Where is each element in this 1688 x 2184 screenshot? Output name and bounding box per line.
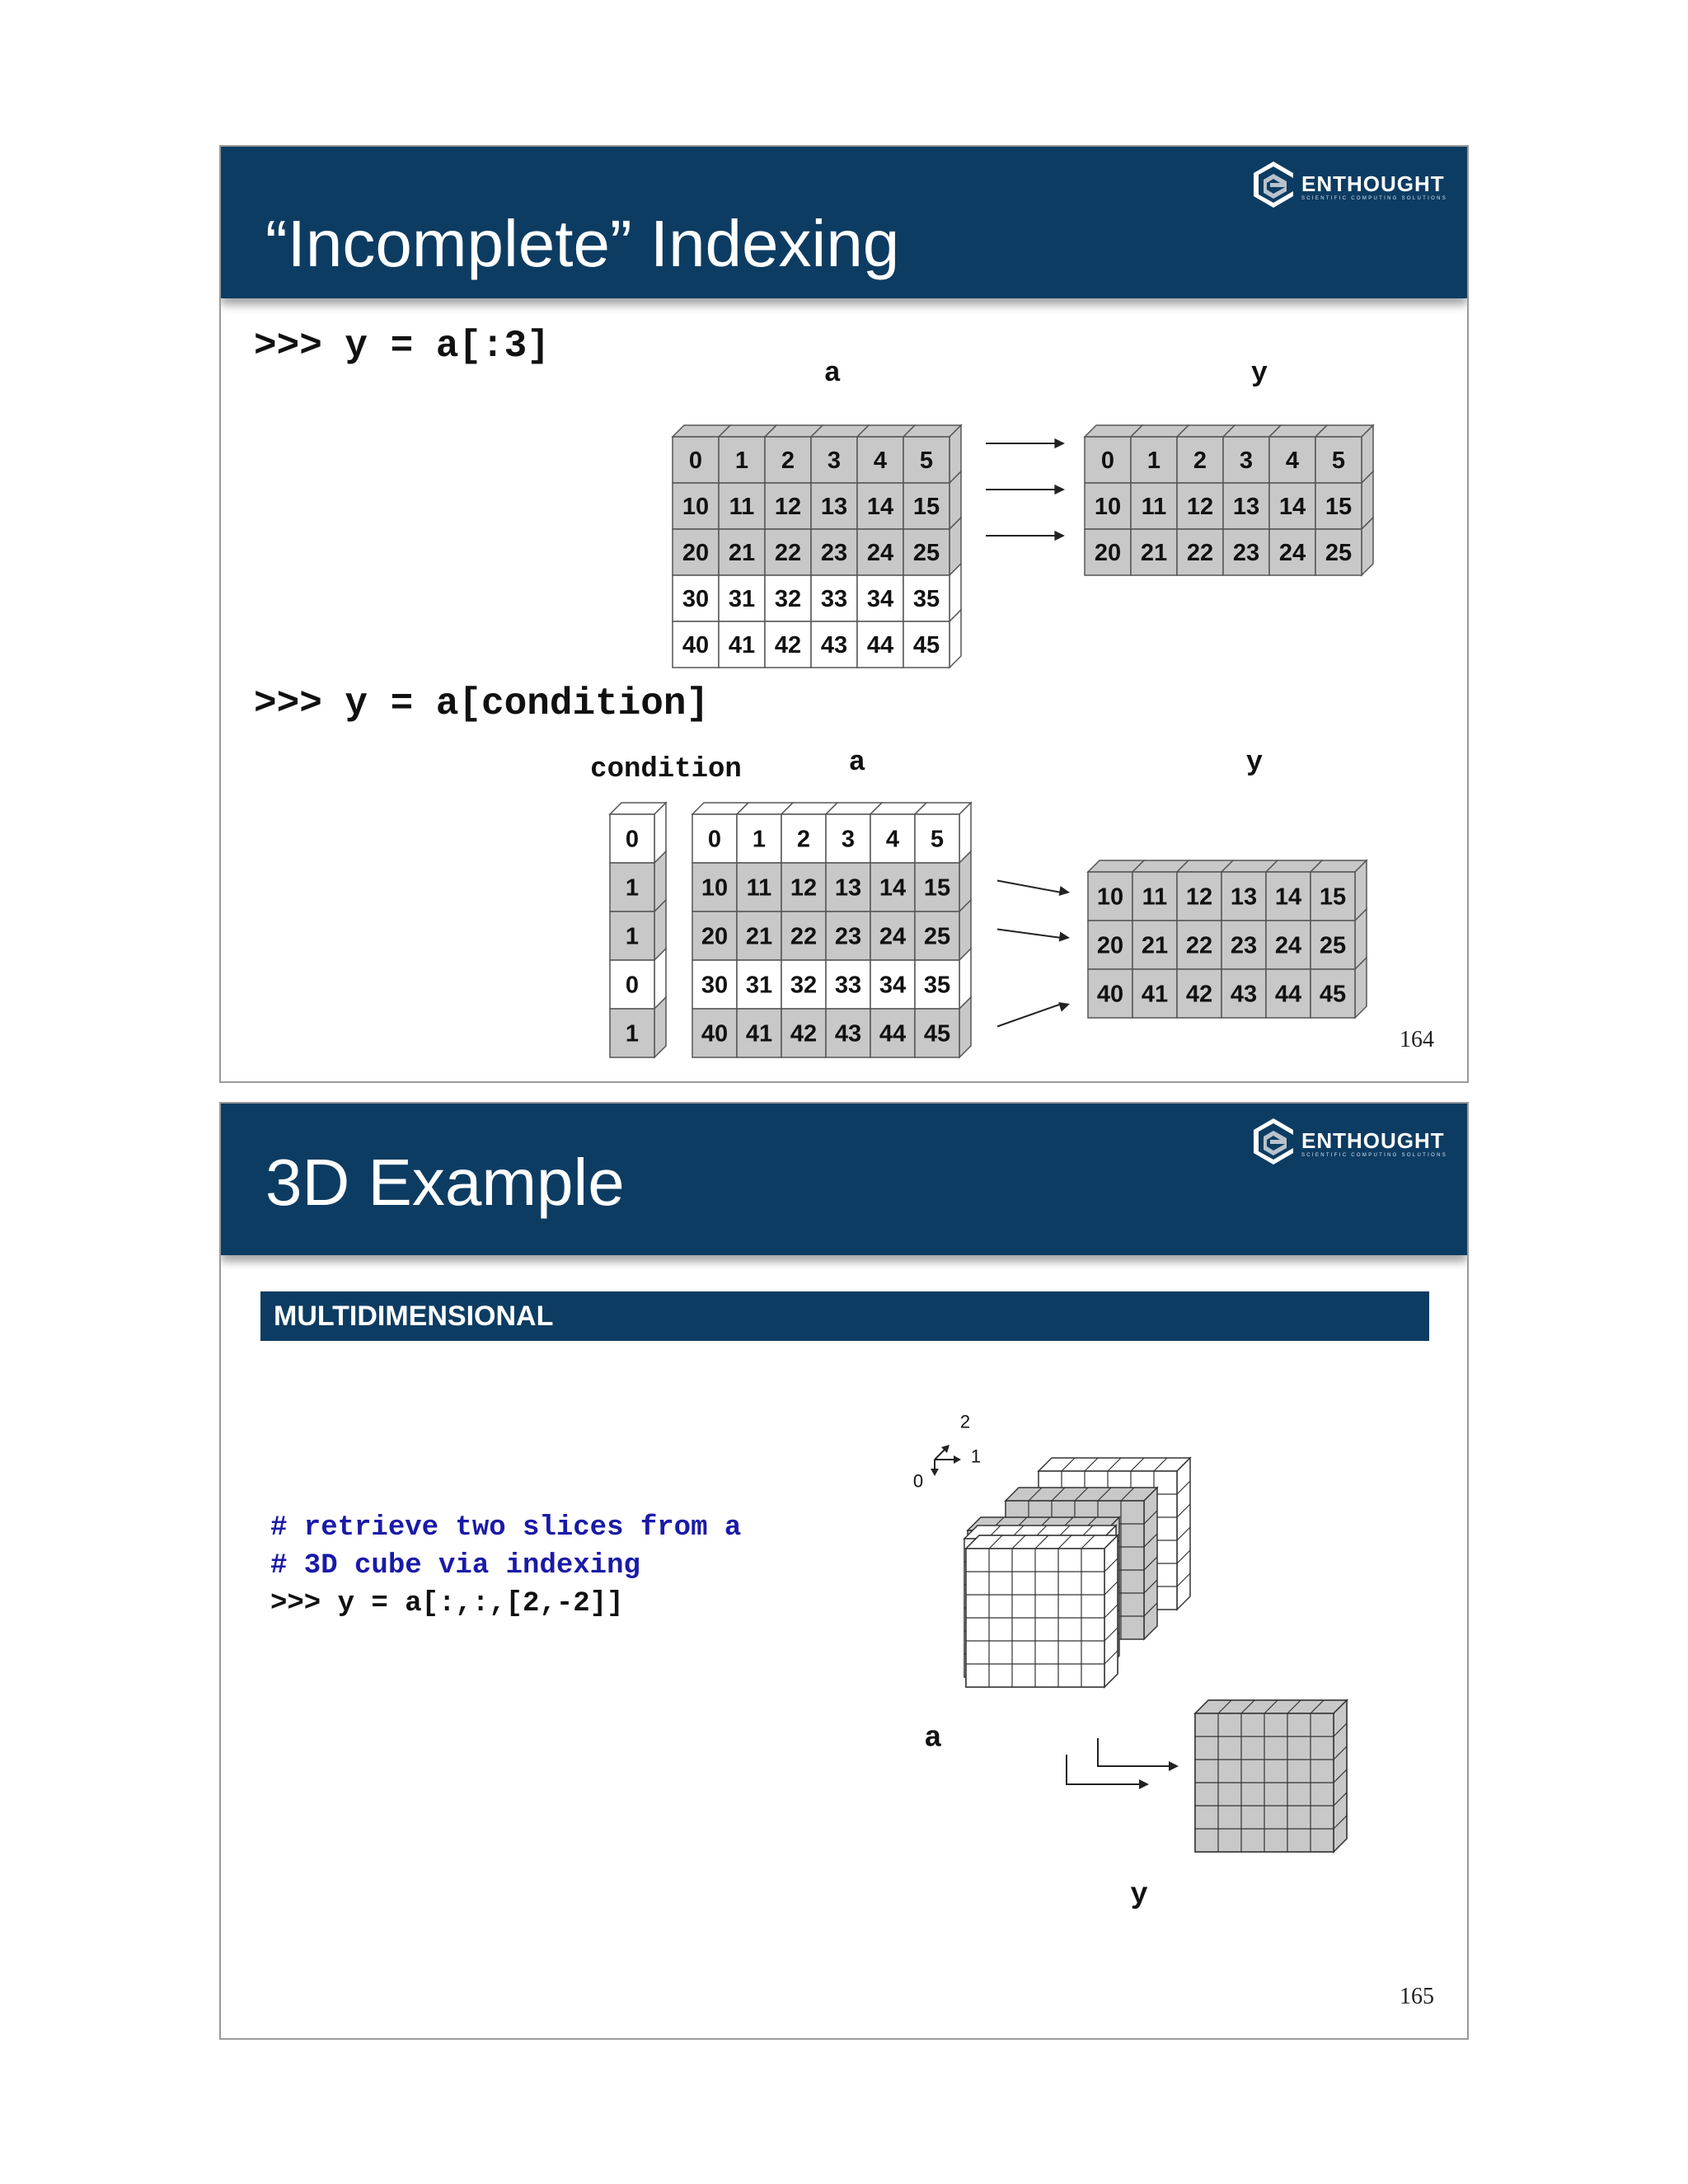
bent-arrow-upper xyxy=(1098,1738,1169,1766)
array-cell-value: 15 xyxy=(912,494,940,520)
array-cell-value: 20 xyxy=(701,923,729,950)
array-cell-value: 45 xyxy=(1319,981,1347,1008)
cube-side-face xyxy=(1355,958,1367,1018)
array-cell-value: 25 xyxy=(923,923,951,950)
array-a-slice-example xyxy=(673,425,961,668)
array-cell-value: 34 xyxy=(879,972,907,999)
axis-label-0: 0 xyxy=(912,1470,924,1492)
page-number: 165 xyxy=(1400,1984,1434,2009)
array-cell-value: 13 xyxy=(1230,883,1258,911)
array-cell-value: 4 xyxy=(1285,448,1300,474)
array-cell-value: 1 xyxy=(625,874,640,902)
array-cell-value: 25 xyxy=(1325,540,1353,566)
result-cube-y-front xyxy=(1195,1700,1347,1852)
array-cell-value: 15 xyxy=(1325,494,1353,520)
array-cell-value: 44 xyxy=(866,632,894,658)
page-title: 3D Example xyxy=(265,1146,625,1219)
array-cell-value: 11 xyxy=(1141,494,1167,520)
arrow-head xyxy=(1054,485,1065,494)
array-cell-value: 10 xyxy=(701,874,729,902)
array-cell-value: 14 xyxy=(1278,494,1306,520)
array-cell-value: 4 xyxy=(885,826,900,853)
array-cell-value: 43 xyxy=(1230,981,1258,1008)
array-cell-value: 24 xyxy=(866,540,894,566)
array-cell-value: 5 xyxy=(1331,448,1346,474)
array-cell-value: 14 xyxy=(1274,883,1302,911)
array-cell-value: 14 xyxy=(866,494,894,520)
logo-tagline: SCIENTIFIC COMPUTING SOLUTIONS xyxy=(1301,196,1448,201)
array-cell-value: 12 xyxy=(774,494,802,520)
section-heading: MULTIDIMENSIONAL xyxy=(260,1291,1429,1341)
array-cell-value: 0 xyxy=(625,826,640,853)
array-cell-value: 11 xyxy=(746,874,772,902)
array-cell-value: 10 xyxy=(1096,883,1124,911)
array-cell-value: 41 xyxy=(728,632,756,658)
array-cell-value: 43 xyxy=(834,1020,862,1047)
array-cell-value: 1 xyxy=(625,923,640,950)
array-cell-value: 42 xyxy=(790,1020,818,1047)
array-cell-value: 40 xyxy=(682,632,710,658)
array-cell-value: 4 xyxy=(873,448,888,474)
array-cell-value: 13 xyxy=(834,874,862,902)
array-cell-value: 42 xyxy=(774,632,802,658)
label-y: y xyxy=(1250,359,1268,390)
array-cell-value: 0 xyxy=(1100,448,1115,474)
array-cell-value: 22 xyxy=(1186,540,1214,566)
condition-mask-array xyxy=(610,803,666,1057)
array-cell-value: 24 xyxy=(879,923,907,950)
array-cell-value: 30 xyxy=(701,972,729,999)
cube-a-front xyxy=(966,1535,1118,1687)
array-cell-value: 0 xyxy=(625,972,640,999)
array-cell-value: 31 xyxy=(745,972,773,999)
array-cell-value: 3 xyxy=(841,826,856,853)
array-cell-value: 5 xyxy=(919,448,934,474)
array-cell-value: 23 xyxy=(1232,540,1260,566)
condition-arrow xyxy=(997,1004,1062,1027)
array-cell-value: 44 xyxy=(1274,981,1302,1008)
array-a-condition-example xyxy=(692,803,971,1057)
code-comment-1: # retrieve two slices from a xyxy=(270,1512,742,1544)
array-cell-value: 12 xyxy=(1186,494,1214,520)
label-condition: condition xyxy=(590,754,742,785)
array-cell-value: 11 xyxy=(1142,883,1168,911)
array-cell-value: 13 xyxy=(1232,494,1260,520)
array-cell-value: 23 xyxy=(1230,932,1258,959)
arrow-head xyxy=(1059,931,1070,941)
array-cell-value: 2 xyxy=(781,448,795,474)
indexing-diagrams xyxy=(221,147,1469,1083)
array-y-condition-result xyxy=(1088,860,1367,1018)
bent-arrow-lower xyxy=(1067,1755,1139,1784)
array-cell-value: 15 xyxy=(1319,883,1347,911)
array-cell-value: 1 xyxy=(752,826,767,853)
array-cell-value: 12 xyxy=(1185,883,1213,911)
cube-diagram xyxy=(221,1104,1469,2040)
array-cell-value: 11 xyxy=(729,494,755,520)
label-a: a xyxy=(848,748,866,779)
array-cell-value: 30 xyxy=(682,586,710,612)
array-cell-value: 35 xyxy=(923,972,951,999)
arrow-head xyxy=(1058,1002,1070,1012)
array-cell-value: 34 xyxy=(866,586,894,612)
slide-3d-example xyxy=(219,1102,1469,2040)
array-cell-value: 10 xyxy=(1094,494,1122,520)
array-cell-value: 24 xyxy=(1278,540,1306,566)
array-cell-value: 21 xyxy=(745,923,773,950)
arrow-head xyxy=(1054,531,1065,541)
array-cell-value: 2 xyxy=(1193,448,1207,474)
code-line-slice: >>> y = a[:3] xyxy=(254,325,550,368)
array-cell-value: 22 xyxy=(1185,932,1213,959)
array-cell-value: 12 xyxy=(790,874,818,902)
array-cell-value: 22 xyxy=(790,923,818,950)
arrow-head xyxy=(1169,1761,1179,1771)
array-cell-value: 5 xyxy=(930,826,945,853)
label-a: a xyxy=(924,1721,942,1755)
code-line-3d-index: >>> y = a[:,:,[2,-2]] xyxy=(270,1588,624,1619)
arrow-head xyxy=(1059,886,1070,896)
array-cell-value: 1 xyxy=(734,448,749,474)
array-cell-value: 10 xyxy=(682,494,710,520)
array-cell-value: 1 xyxy=(1146,448,1161,474)
array-cell-value: 3 xyxy=(1239,448,1254,474)
array-cell-value: 41 xyxy=(745,1020,773,1047)
array-cell-value: 31 xyxy=(728,586,756,612)
condition-arrow xyxy=(997,930,1062,939)
array-cell-value: 35 xyxy=(912,586,940,612)
array-cell-value: 20 xyxy=(682,540,710,566)
code-line-condition: >>> y = a[condition] xyxy=(254,682,710,725)
array-cell-value: 0 xyxy=(707,826,722,853)
logo-wordmark: ENTHOUGHT xyxy=(1301,171,1445,196)
array-cell-value: 13 xyxy=(820,494,848,520)
code-comment-2: # 3D cube via indexing xyxy=(270,1550,640,1582)
array-cell-value: 0 xyxy=(688,448,703,474)
array-cell-value: 40 xyxy=(701,1020,729,1047)
arrow-head xyxy=(1054,438,1065,448)
array-cell-value: 32 xyxy=(790,972,818,999)
array-cell-value: 33 xyxy=(834,972,862,999)
array-cell-value: 32 xyxy=(774,586,802,612)
axis-1-arrowhead xyxy=(954,1455,961,1464)
arrow-head xyxy=(1139,1779,1149,1789)
array-cell-value: 45 xyxy=(923,1020,951,1047)
array-cell-value: 24 xyxy=(1274,932,1302,959)
label-y: y xyxy=(1245,748,1264,779)
array-y-slice-result xyxy=(1085,425,1373,575)
array-cell-value: 14 xyxy=(879,874,907,902)
array-cell-value: 1 xyxy=(625,1020,640,1047)
logo-tagline: SCIENTIFIC COMPUTING SOLUTIONS xyxy=(1301,1153,1448,1158)
axis-0-arrowhead xyxy=(931,1469,939,1476)
cube-side-face xyxy=(959,997,971,1057)
slide-incomplete-indexing xyxy=(219,145,1469,1083)
array-cell-value: 3 xyxy=(827,448,842,474)
cube-side-face xyxy=(654,997,666,1057)
condition-arrow xyxy=(997,881,1062,893)
axis-label-1: 1 xyxy=(970,1446,982,1467)
array-cell-value: 43 xyxy=(820,632,848,658)
label-a: a xyxy=(823,359,842,390)
array-cell-value: 15 xyxy=(923,874,951,902)
array-cell-value: 20 xyxy=(1096,932,1124,959)
array-cell-value: 25 xyxy=(1319,932,1347,959)
array-cell-value: 41 xyxy=(1141,981,1169,1008)
array-cell-value: 44 xyxy=(879,1020,907,1047)
array-cell-value: 42 xyxy=(1185,981,1213,1008)
array-cell-value: 20 xyxy=(1094,540,1122,566)
array-cell-value: 25 xyxy=(912,540,940,566)
array-cell-value: 45 xyxy=(912,632,940,658)
array-cell-value: 40 xyxy=(1096,981,1124,1008)
array-cell-value: 23 xyxy=(834,923,862,950)
page-number: 164 xyxy=(1400,1027,1434,1052)
array-cell-value: 23 xyxy=(820,540,848,566)
array-cell-value: 2 xyxy=(796,826,811,853)
array-cell-value: 21 xyxy=(728,540,756,566)
array-cell-value: 21 xyxy=(1140,540,1168,566)
label-y: y xyxy=(1130,1877,1148,1912)
array-cell-value: 22 xyxy=(774,540,802,566)
page-title: “Incomplete” Indexing xyxy=(265,207,900,280)
axis-label-2: 2 xyxy=(959,1411,971,1432)
array-cell-value: 21 xyxy=(1141,932,1169,959)
logo-wordmark: ENTHOUGHT xyxy=(1301,1128,1445,1153)
array-cell-value: 33 xyxy=(820,586,848,612)
